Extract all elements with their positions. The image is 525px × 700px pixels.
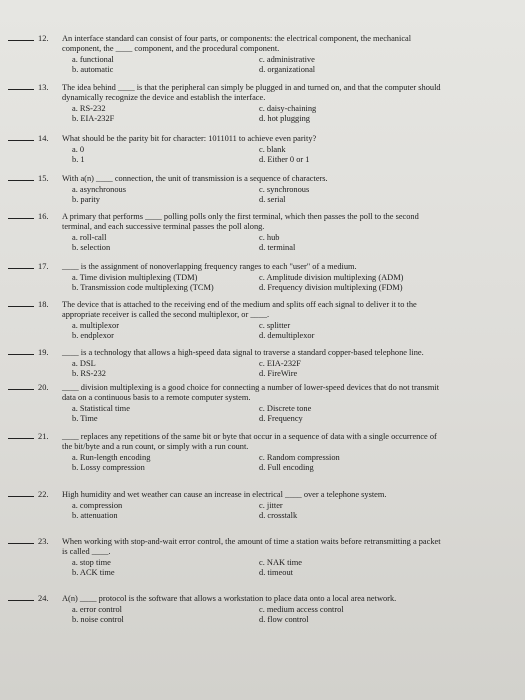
option-a: a. DSL (72, 359, 96, 368)
option-a: a. roll-call (72, 233, 107, 242)
answer-options (72, 185, 502, 205)
option-a: a. 0 (72, 145, 85, 154)
option-c: c. Discrete tone (259, 404, 312, 413)
option-c: c. NAK time (259, 558, 303, 567)
option-d: d. flow control (259, 615, 309, 625)
option-c: c. daisy-chaining (259, 104, 317, 113)
option-b: b. Time (72, 414, 98, 424)
answer-options (72, 273, 502, 293)
answer-blank (8, 140, 34, 141)
answer-blank (8, 389, 34, 390)
answer-options (72, 233, 502, 253)
option-d: d. crosstalk (259, 511, 298, 521)
option-d: d. hot plugging (259, 114, 310, 124)
question-text: ____ replaces any repetitions of the same bit or byte that occur in a sequence of data with a single occurrence of the bit/byte and a run count, or simply with a run count. (62, 432, 437, 452)
answer-options (72, 359, 502, 379)
option-d: d. Either 0 or 1 (259, 155, 310, 165)
question-number: 16. (38, 212, 49, 221)
answer-blank (8, 180, 34, 181)
question-text: ____ is the assignment of nonoverlapping frequency ranges to each "user" of a medium. (62, 262, 357, 271)
option-b: b. noise control (72, 615, 124, 625)
question-number: 23. (38, 537, 49, 546)
option-a: a. RS-232 (72, 104, 106, 113)
question-number: 19. (38, 348, 49, 357)
option-b: b. Transmission code multiplexing (TCM) (72, 283, 214, 293)
answer-blank (8, 218, 34, 219)
question-text: ____ division multiplexing is a good choice for connecting a number of lower-speed devices that do not transmit data on a continuous basis to a remote computer system. (62, 383, 440, 403)
option-d: d. terminal (259, 243, 296, 253)
option-b: b. endplexor (72, 331, 114, 341)
option-c: c. medium access control (259, 605, 344, 614)
option-c: c. jitter (259, 501, 283, 510)
option-b: b. RS-232 (72, 369, 106, 379)
option-a: a. Statistical time (72, 404, 130, 413)
answer-blank (8, 40, 34, 41)
option-c: c. Random compression (259, 453, 340, 462)
answer-blank (8, 268, 34, 269)
answer-blank (8, 89, 34, 90)
question-text: High humidity and wet weather can cause an increase in electrical ____ over a telephone system. (62, 490, 387, 499)
option-d: d. timeout (259, 568, 293, 578)
answer-options (72, 321, 502, 341)
question-text: An interface standard can consist of four parts, or components: the electrical component, the mechanical component, the ____ component, and the procedural component. (62, 34, 412, 54)
answer-blank (8, 354, 34, 355)
option-b: b. parity (72, 195, 100, 205)
option-b: b. automatic (72, 65, 114, 75)
option-d: d. Full encoding (259, 463, 314, 473)
question-number: 15. (38, 174, 49, 183)
answer-options (72, 404, 502, 424)
option-a: a. functional (72, 55, 114, 64)
answer-options (72, 605, 502, 625)
question-number: 13. (38, 83, 49, 92)
option-d: d. organizational (259, 65, 316, 75)
option-b: b. ACK time (72, 568, 115, 578)
question-number: 18. (38, 300, 49, 309)
question-number: 17. (38, 262, 49, 271)
option-a: a. asynchronous (72, 185, 126, 194)
option-c: c. Amplitude division multiplexing (ADM) (259, 273, 404, 282)
option-a: a. Time division multiplexing (TDM) (72, 273, 198, 282)
answer-options (72, 501, 502, 521)
option-d: d. Frequency division multiplexing (FDM) (259, 283, 403, 293)
question-number: 14. (38, 134, 49, 143)
option-c: c. splitter (259, 321, 291, 330)
option-d: d. Frequency (259, 414, 303, 424)
question-number: 22. (38, 490, 49, 499)
question-text: The device that is attached to the receiving end of the medium and splits off each signal to deliver it to the appropriate receiver is called the second multiplexor, or ____. (62, 300, 417, 320)
question-text: A primary that performs ____ polling polls only the first terminal, which then passes the poll to the second terminal, and each successive terminal passes the poll along. (62, 212, 419, 232)
option-a: a. Run-length encoding (72, 453, 151, 462)
option-a: a. compression (72, 501, 123, 510)
option-d: d. demultiplexor (259, 331, 315, 341)
option-c: c. administrative (259, 55, 315, 64)
question-number: 24. (38, 594, 49, 603)
answer-blank (8, 306, 34, 307)
question-text: A(n) ____ protocol is the software that allows a workstation to place data onto a local area network. (62, 594, 397, 603)
answer-options (72, 145, 502, 165)
answer-blank (8, 438, 34, 439)
question-text: With a(n) ____ connection, the unit of transmission is a sequence of characters. (62, 174, 328, 183)
option-c: c. hub (259, 233, 280, 242)
answer-options (72, 558, 502, 578)
answer-blank (8, 600, 34, 601)
question-number: 12. (38, 34, 49, 43)
question-text: ____ is a technology that allows a high-speed data signal to traverse a standard copper-based telephone line. (62, 348, 424, 357)
option-a: a. stop time (72, 558, 111, 567)
answer-blank (8, 496, 34, 497)
option-d: d. FireWire (259, 369, 298, 379)
option-a: a. multiplexor (72, 321, 119, 330)
question-text: What should be the parity bit for character: 1011011 to achieve even parity? (62, 134, 317, 143)
option-c: c. EIA-232F (259, 359, 301, 368)
question-number: 20. (38, 383, 49, 392)
option-c: c. blank (259, 145, 286, 154)
question-number: 21. (38, 432, 49, 441)
option-b: b. attenuation (72, 511, 118, 521)
answer-options (72, 453, 502, 473)
answer-options (72, 104, 502, 124)
question-text: When working with stop-and-wait error control, the amount of time a station waits before retransmitting a packet is called ____. (62, 537, 441, 557)
option-d: d. serial (259, 195, 286, 205)
question-text: The idea behind ____ is that the peripheral can simply be plugged in and turned on, and that the computer should dynamically recognize the device and establish the interface. (62, 83, 441, 103)
option-c: c. synchronous (259, 185, 310, 194)
option-a: a. error control (72, 605, 122, 614)
option-b: b. selection (72, 243, 111, 253)
option-b: b. Lossy compression (72, 463, 145, 473)
answer-blank (8, 543, 34, 544)
answer-options (72, 55, 502, 75)
option-b: b. 1 (72, 155, 85, 165)
option-b: b. EIA-232F (72, 114, 115, 124)
